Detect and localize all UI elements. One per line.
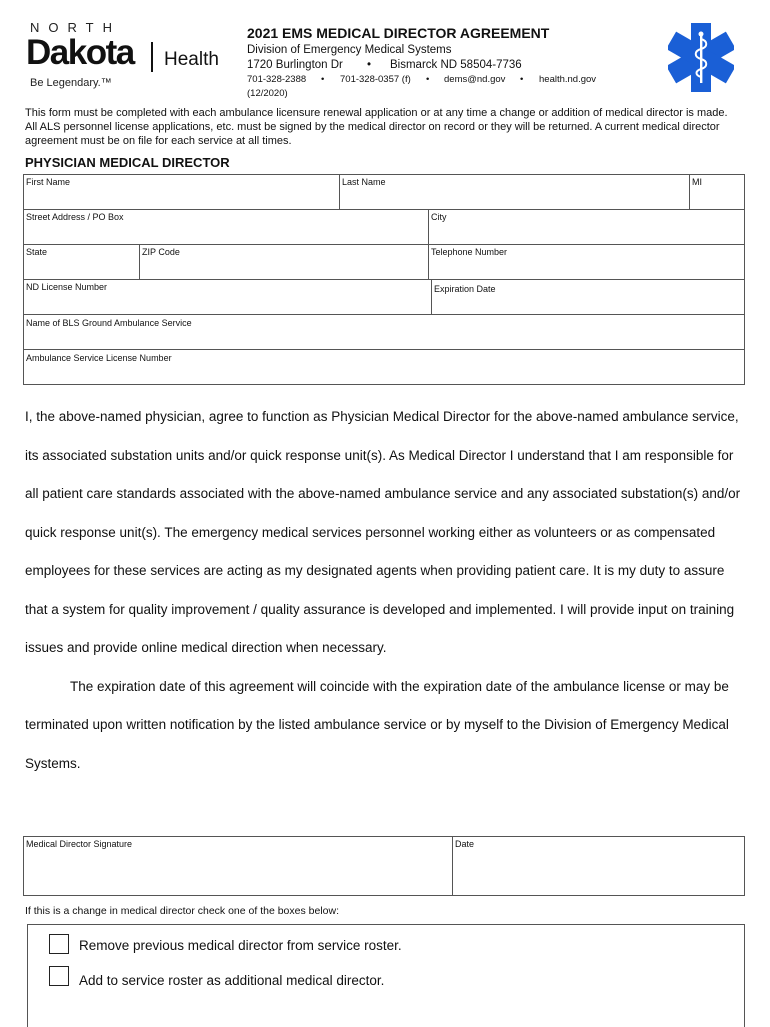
row-divider [23, 314, 745, 315]
zip-code-field[interactable]: ZIP Code [142, 247, 180, 257]
city-field[interactable]: City [431, 212, 447, 222]
page-title: 2021 EMS MEDICAL DIRECTOR AGREEMENT [247, 25, 550, 41]
email-link[interactable]: dems@nd.gov [444, 74, 506, 85]
col-divider [428, 209, 429, 244]
division-name: Division of Emergency Medical Systems [247, 44, 452, 56]
logo-north: NORTH [30, 20, 121, 35]
intro-instructions: This form must be completed with each ambulance licensure renewal application or at any time a change or addition of medical director is made. All ALS personnel license applications, etc. must be signed by the medical director on record or they will be returned. A current medical director agreement must be on file for each service at all times. [25, 107, 728, 147]
star-of-life-icon [668, 21, 734, 94]
col-divider [339, 174, 340, 209]
logo-tagline: Be Legendary.™ [30, 77, 112, 89]
row-divider [23, 244, 745, 245]
col-divider [431, 279, 432, 314]
first-name-field[interactable]: First Name [26, 177, 71, 187]
service-license-field[interactable]: Ambulance Service License Number [26, 353, 172, 363]
telephone-field[interactable]: Telephone Number [431, 247, 508, 257]
add-director-checkbox[interactable] [49, 966, 69, 986]
row-divider [23, 349, 745, 350]
agreement-paragraph-1: I, the above-named physician, agree to function as Physician Medical Director for the above-named ambulance service, its associated substation units and/or quick response unit(s). As Medical Director I understand that I am responsible for all patient care standards associated with the above-named ambulance service and any associated substation(s) and/or quick response unit(s). The emergency medical services personnel working either as volunteers or as compensated employees for these services are acting as my designated agents when providing patient care. It is my duty to assure that a system for quality improvement / quality assurance is developed and implemented. I will provide input on training issues and provide online medical direction when necessary. [25, 409, 741, 655]
logo-dakota: Dakota [26, 33, 134, 72]
bullet-separator: • [367, 59, 372, 71]
bullet-separator: • [426, 74, 430, 85]
fax-number: 701-328-0357 (f) [340, 74, 411, 85]
website-link[interactable]: health.nd.gov [539, 74, 597, 85]
change-instructions: If this is a change in medical director check one of the boxes below: [25, 905, 340, 917]
revision-date: (12/2020) [247, 88, 288, 99]
agreement-text [25, 398, 745, 783]
remove-director-checkbox[interactable] [49, 934, 69, 954]
add-director-label: Add to service roster as additional medical director. [79, 973, 385, 988]
state-field[interactable]: State [26, 247, 48, 257]
phone-number: 701-328-2388 [247, 74, 307, 85]
logo-health: Health [164, 49, 219, 70]
logo-divider [151, 42, 153, 72]
service-name-field[interactable]: Name of BLS Ground Ambulance Service [26, 318, 192, 328]
agreement-paragraph-2: The expiration date of this agreement will coincide with the expiration date of the ambulance license or may be terminated upon written notification by the listed ambulance service or by myself to the Division of Emergency Medical Systems. [25, 678, 729, 771]
row-divider [23, 209, 745, 210]
last-name-field[interactable]: Last Name [342, 177, 386, 187]
section-title: PHYSICIAN MEDICAL DIRECTOR [25, 155, 230, 170]
remove-director-label: Remove previous medical director from service roster. [79, 938, 402, 953]
bullet-separator: • [520, 74, 524, 85]
middle-initial-field[interactable]: MI [692, 177, 702, 187]
col-divider [428, 244, 429, 279]
col-divider [139, 244, 140, 279]
signature-field[interactable]: Medical Director Signature [26, 839, 133, 849]
date-field[interactable]: Date [455, 839, 475, 849]
street-address-field[interactable]: Street Address / PO Box [26, 212, 124, 222]
license-number-field[interactable]: ND License Number [26, 282, 108, 292]
expiration-date-field[interactable]: Expiration Date [434, 284, 496, 294]
col-divider [689, 174, 690, 209]
bullet-separator: • [321, 74, 325, 85]
street-address: 1720 Burlington Dr [247, 59, 343, 71]
col-divider [452, 836, 453, 896]
row-divider [23, 279, 745, 280]
city-state-zip: Bismarck ND 58504-7736 [390, 59, 522, 71]
